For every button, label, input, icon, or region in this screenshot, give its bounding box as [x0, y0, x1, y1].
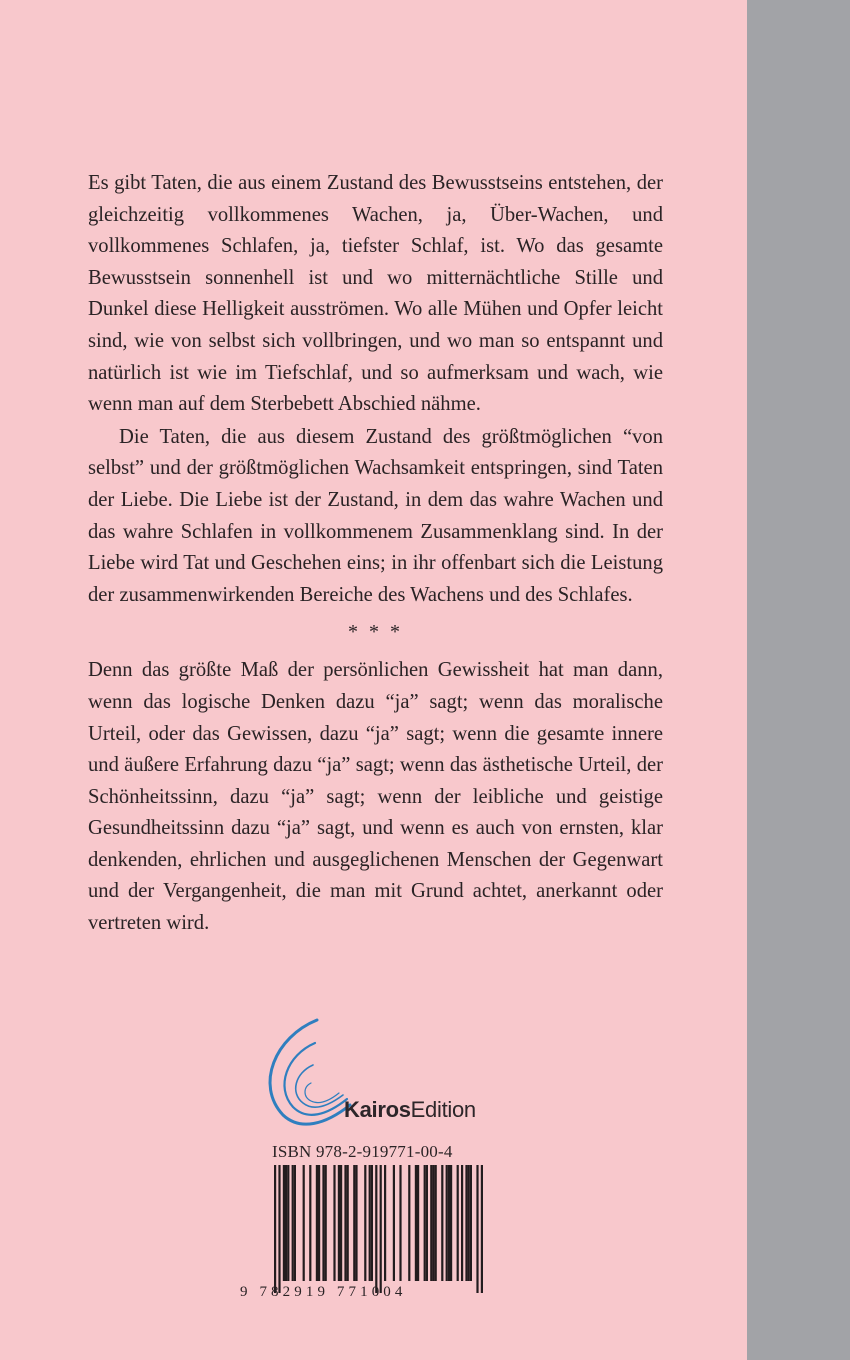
barcode-bar: [380, 1165, 382, 1293]
barcode-bar: [283, 1165, 285, 1281]
barcode-bar: [461, 1165, 463, 1281]
publisher-name: [344, 1097, 476, 1123]
spine-strip: [747, 0, 850, 1360]
isbn-label: ISBN 978-2-919771-00-4: [272, 1142, 453, 1161]
barcode-bar: [481, 1165, 483, 1293]
barcode-bar: [371, 1165, 373, 1281]
paragraph-3: Denn das größte Maß der persönlichen Gewissheit hat man dann, wenn das logische Denken dazu “ja” sagt; wenn das moralische Urteil, oder das Gewissen, dazu “ja” sagt; wenn die gesamte innere und äußere Erfahrung dazu “ja” sagt; wenn das ästhetische Urteil, der Schönheitssinn, dazu “ja” sagt; wenn der leibliche und geistige Gesundheitssinn dazu “ja” sagt, und wenn es auch von ernsten, klar denkenden, ehrlichen und ausgeglichenen Menschen der Gegenwart und der Vergangenheit, die man mit Grund achtet, anerkannt oder vertreten wird.: [88, 659, 663, 935]
publisher-name-light: Edition: [410, 1097, 476, 1122]
barcode-bar: [432, 1165, 434, 1281]
barcode-bar: [430, 1165, 432, 1281]
barcode-bar: [274, 1165, 276, 1293]
barcode-bar: [435, 1165, 437, 1281]
barcode-bar: [303, 1165, 305, 1281]
barcode-bar: [450, 1165, 452, 1281]
blurb-text: [88, 168, 663, 940]
paragraph-2: Die Taten, die aus diesem Zustand des größtmöglichen “von selbst” und der größtmöglichen Wachsamkeit entspringen, sind Taten der Liebe. Die Liebe ist der Zustand, in dem das wahre Wachen und das wahre Schlafen in vollkommenem Zusammenklang sind. In der Liebe wird Tat und Geschehen eins; in ihr offenbart sich die Leistung der zusammenwirkenden Bereiche des Wachens und des Schlafes.: [88, 425, 663, 606]
barcode-bar: [292, 1165, 294, 1281]
barcode-bar: [468, 1165, 470, 1281]
barcode-bar: [338, 1165, 340, 1281]
barcode-bar: [393, 1165, 395, 1281]
barcode-bar: [446, 1165, 448, 1281]
barcode-bar: [364, 1165, 366, 1281]
barcode-bar: [375, 1165, 377, 1293]
section-separator: * * *: [348, 621, 403, 644]
barcode: [258, 1165, 488, 1297]
barcode-bar: [287, 1165, 289, 1281]
barcode-bar: [457, 1165, 459, 1281]
barcode-bar: [333, 1165, 335, 1281]
barcode-bar: [399, 1165, 401, 1281]
barcode-bar: [344, 1165, 346, 1281]
barcode-bar: [448, 1165, 450, 1281]
barcode-bar: [441, 1165, 443, 1281]
barcode-bar: [353, 1165, 355, 1281]
barcode-bar: [294, 1165, 296, 1281]
barcode-bar: [465, 1165, 467, 1281]
barcode-digits: 9 782919 771004: [240, 1284, 407, 1300]
barcode-bar: [347, 1165, 349, 1281]
barcode-bar: [417, 1165, 419, 1281]
barcode-bar: [470, 1165, 472, 1281]
barcode-bar: [285, 1165, 287, 1281]
barcode-bar: [369, 1165, 371, 1281]
paragraph-1: Es gibt Taten, die aus einem Zustand des Bewusstseins entstehen, der gleichzeitig vollkommenes Wachen, ja, Über-Wachen, und vollkommenes Schlafen, ja, tiefster Schlaf, ist. Wo das gesamte Bewusstsein sonnenhell ist und wo mitternächtliche Stille und Dunkel diese Helligkeit ausströmen. Wo alle Mühen und Opfer leicht sind, wie von selbst sich vollbringen, und wo man so entspannt und natürlich ist wie im Tiefschlaf, und so aufmerksam und wach, wie wenn man auf dem Sterbebett Abschied nähme.: [88, 172, 663, 416]
publisher-name-bold: Kairos: [344, 1097, 411, 1122]
barcode-bar: [316, 1165, 318, 1281]
barcode-bar: [384, 1165, 386, 1281]
barcode-bar: [325, 1165, 327, 1281]
barcode-bar: [278, 1165, 280, 1293]
barcode-bar: [476, 1165, 478, 1293]
barcode-bar: [424, 1165, 426, 1281]
barcode-bar: [408, 1165, 410, 1281]
barcode-bar: [415, 1165, 417, 1281]
barcode-bar: [340, 1165, 342, 1281]
barcode-bar: [426, 1165, 428, 1281]
barcode-bar: [322, 1165, 324, 1281]
barcode-bar: [318, 1165, 320, 1281]
barcode-bar: [309, 1165, 311, 1281]
barcode-bar: [355, 1165, 357, 1281]
